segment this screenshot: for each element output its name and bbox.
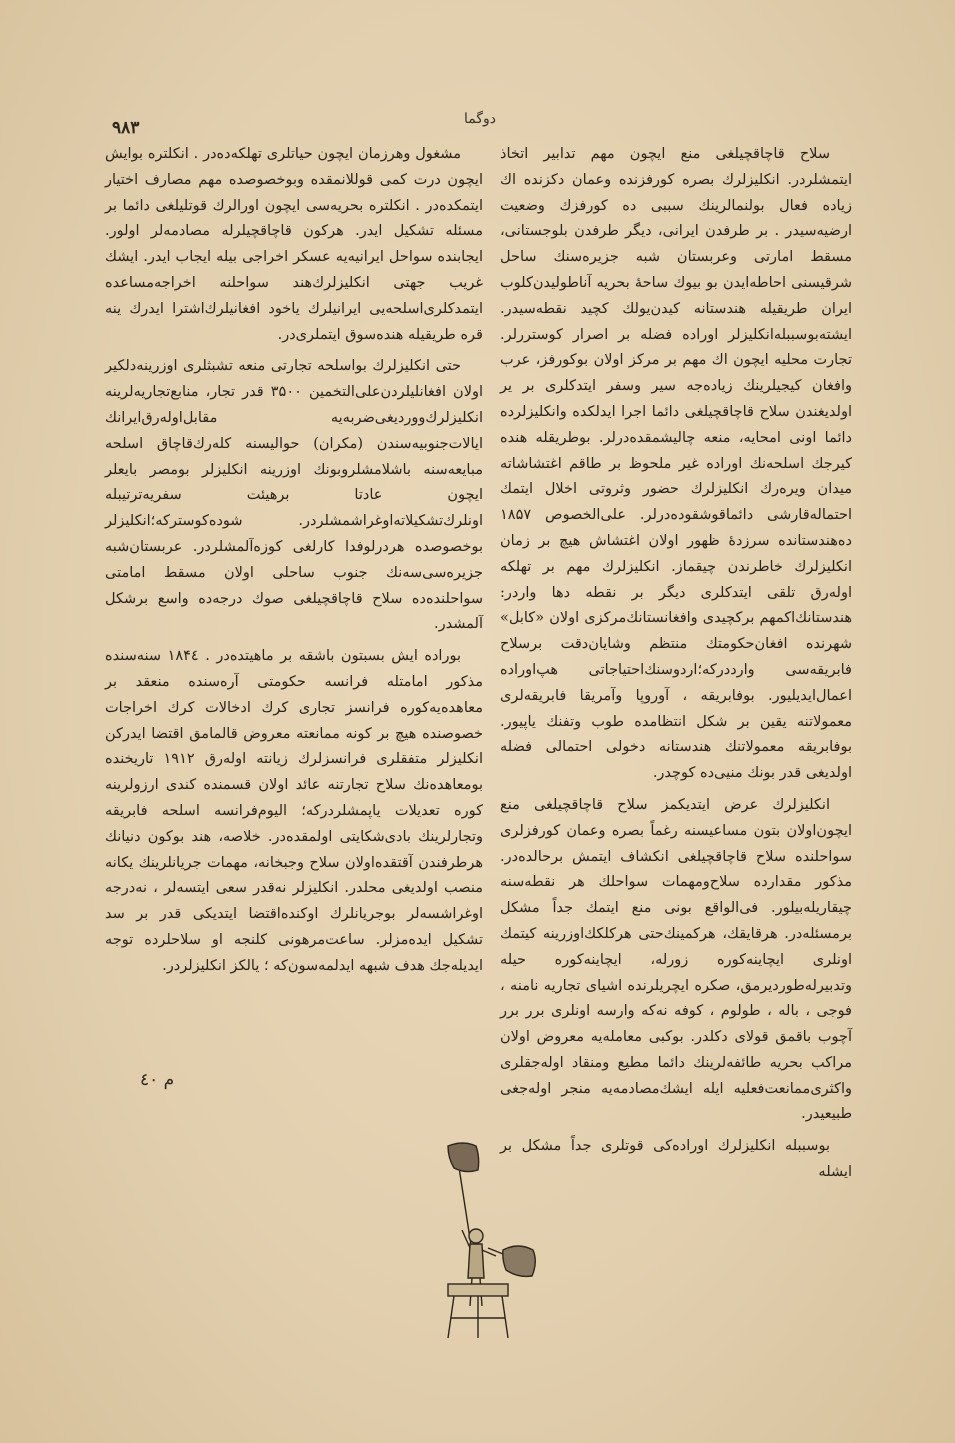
paragraph: بوسببله انکلیزلرك اوراده‌کی قوتلری جداً مشکل بر ایشله [500,1138,852,1181]
right-text-column [500,142,852,1192]
flag-bearer-illustration [418,1138,548,1343]
paragraph: حتی انکلیزلرك بواسلحه تجارتی منعه تشبثلری اوزرینه‌دلکیر اولان افغانلیلردن‌علی‌التخمین ۳۵۰۰ قدر تجار، منابع‌تجاریه‌لرینه انکلیزلرك‌ووردیغی‌ضربه‌یه مقابل‌اوله‌رق‌ایرانك ایالات‌جنوبیه‌سندن (مکران) حوالیسنه کله‌رك‌قاچاق اسلحه مبایعه‌سنه باشلامشلر‌وبونك اوزرینه انکلیزلر بومصر بایعلر ایچون عادتا برهیئت سفریه‌ترتیبله اونلرك‌تشکیلاته‌اوغراشمشلردر. شوده‌کوسترکه؛انکلیزلر بوخصوصده هردرلوفدا کارلغی کوزه‌آلمشلردر. عربستان‌شبه جزیره‌سی‌سه‌نك جنوب ساحلی اولان مسقط امامتی سواحلنده‌ده سلاح قاچاقچیلغی صوك درجه‌ده واسع برشکل آلمشدر. [105,358,483,633]
paragraph: سلاح قاچاقچیلغی منع ایچون مهم تدابیر اتخاذ ایتمشلردر. انکلیزلرك بصره کورفزنده وعمان دکزنده اك زیاده فعال بولنمالرینك سببی ده کورفزك وضعیت ارضیه‌سیدر . بر طرفدن ایرانی، دیگر طرفدن بلوجستانی، مسقط امارتی وعربستان شبه جزیره‌سنك ساحل شرقیسنی احاطه‌ایدن بو بیوك ساحهٔ بحریه آناطولیدن‌کلوب ایران طریقیله هندستانه کیدن‌یولك کچید نقطه‌سیدر. ایشته‌بوسببله‌انکلیزلر اوراده فضله بر اصرار کوستررلر. تجارت محلیه ایچون اك مهم بر مرکز اولان بوکورفز، عرب وافغان کیجیلرینك زیاده‌جه سیر وسفر ایتدکلری بر یر اولدیغندن سلاح قاچاقچیلغی دائما اجرا ایدلکده وانکلیزلرده دائما اونی امحایه، منعه چالیشمقده‌درلر. بوطریقله هنده کیرجك اسلحه‌نك اوراده غیر ملحوظ بر طاقم اغتشاشاته میدان ویره‌رك انکلیزلرك حضور وثروتی اخلال ایتمك احتماله‌قارشی دائماقوشقوده‌درلر. علی‌الخصوص ۱۸۵۷ ده‌هندستانده سرزدهٔ ظهور اولان اغتشاش هیچ بر زمان انکلیزلرك خاطرندن چیقماز. انکلیزلرك مهم بر تهلکه اوله‌رق تلقی ایتدکلری دیگر بر نقطه دها واردر: هندستانك‌اکمهم برکچیدی وافغانستانك‌مرکزی اولان «کابل» شهرنده افغان‌حکومتك منتظم وشایان‌دقت برسلاح فابریقه‌سی وارددرکه؛اردوسنك‌احتیاجاتی هپ‌اوراده اعمال‌ایدیلیور. بوفابریقه ، آوروپا وآمریقا فابریقه‌لری معمولاتنه یقین بر شکل انتظامده طوب وتفنك یاپیور. بوفابریقه معمولاتنك هندستانه دخولی احتمالی فضله اولدیغی قدر بونك منیی‌ده کوچدر. [500,146,852,782]
page-number: ۹۸۳ [112,118,140,138]
paragraph: انکلیزلرك عرض ایتدیکمز سلاح قاچاقچیلغی منع ایچون‌اولان بتون مساعیسنه رغماً بصره وعمان کورفزلری سواحلنده سلاح قاچاقچیلغی انکشاف ایتمش برحالده‌در. مذکور مقدارده سلاح‌ومهمات سواحلك هر نقطه‌سنه چیقاریله‌بیلور. فی‌الواقع بونی منع ایتمك جداً مشکل برمسئله‌در. هرقایقك، هرکمینك‌حتی هرکلکك‌اوزرینه کیتمك اونلری ایچاینه‌کوره زورله، ایچاینه‌کوره حیله وتدبیرله‌طوردیرمق، صکره ایچریلرنده اشیای تجاریه نامنه ، فوجی ، باله ، طولوم ، کوفه نه‌که وارسه اونلری برر برر آچوب باقمق قولای دکلدر. بوکبی معامله‌یه معروض اولان مراکب بحریه طائفه‌لرینك دائما مطیع ومنقاد اوله‌جقلری واکثری‌ممانعت‌فعلیه ایله ایشك‌مصادمه‌یه منجر اوله‌جغی طبیعیدر. [500,796,852,1123]
left-text-column [105,142,483,986]
paragraph: بوراده ایش بسبتون باشقه بر ماهیتده‌در . ۱۸۴٤ سنه‌سنده مذکور امامتله فرانسه حکومتی آره‌سنده منعقد بر معاهده‌یه‌کوره فرانسز تجاری کرك ادخالات کرك اخراجات خصوصنده هیچ بر کونه ممانعته معروض قالمامق اقتضا ایدرکن انکلیزلر متفقلری فرانسزلرك زیانته اوله‌رق ۱۹۱۲ تاریخنده بومعاهده‌نك سلاح تجارتنه عائد اولان قسمنده کندی ارزولرینه کوره تعدیلات یاپمشلردرکه؛ الیوم‌فرانسه اسلحه فابریقه وتجارلرینك بادی‌شکایتی اولمقده‌در. خلاصه، هند بوکون دنیانك هرطرفندن آقتقده‌اولان سلاح وجبخانه، مهمات جریانلرینك یکانه منصب اولدیغی محلدر. انکلیزلر نه‌قدر سعی ایتسه‌لر ، نه‌درجه اوغراشسه‌لر بوجریانلرك اوکنده‌اقتضا ایتدیکی قدر بر سد تشکیل ایده‌مزلر. ساعت‌مرهونی کلنجه او سلاحلرده توجه ایدیله‌جك هدف شبهه ایدلمه‌سون‌که ؛ یالکز انکلیزلردر. [105,648,484,974]
page-header-title: دوگما [463,111,497,127]
paragraph: مشغول وهرزمان ایچون حیاتلری تهلکه‌ده‌در . انکلتره بوایش ایچون درت کمی قوللانمقده وبوخصوصده مهم مصارف اختیار ایتمکده‌در . انکلتره بحریه‌سی ایچون اورالرك قوتلیلغی دائما بر مسئله تشکیل ایدر. هرکون قاچاقچیلرله مصادمه‌لر اولور. ایجابنده سواحل ایرانیه‌یه عسکر اخراجی بیله ایجاب ایدر. ایشك غریب جهتی انکلیزلرك‌هند سواحلنه اخراجه‌مساعده ایتمدکلری‌اسلحه‌یی ایرانیلرك یاخود افغانیلرك‌اشترا ایدرك ینه قره طریقیله هنده‌سوق ایتملری‌در. [105,146,483,343]
signature: م ٤٠ [140,1070,175,1090]
